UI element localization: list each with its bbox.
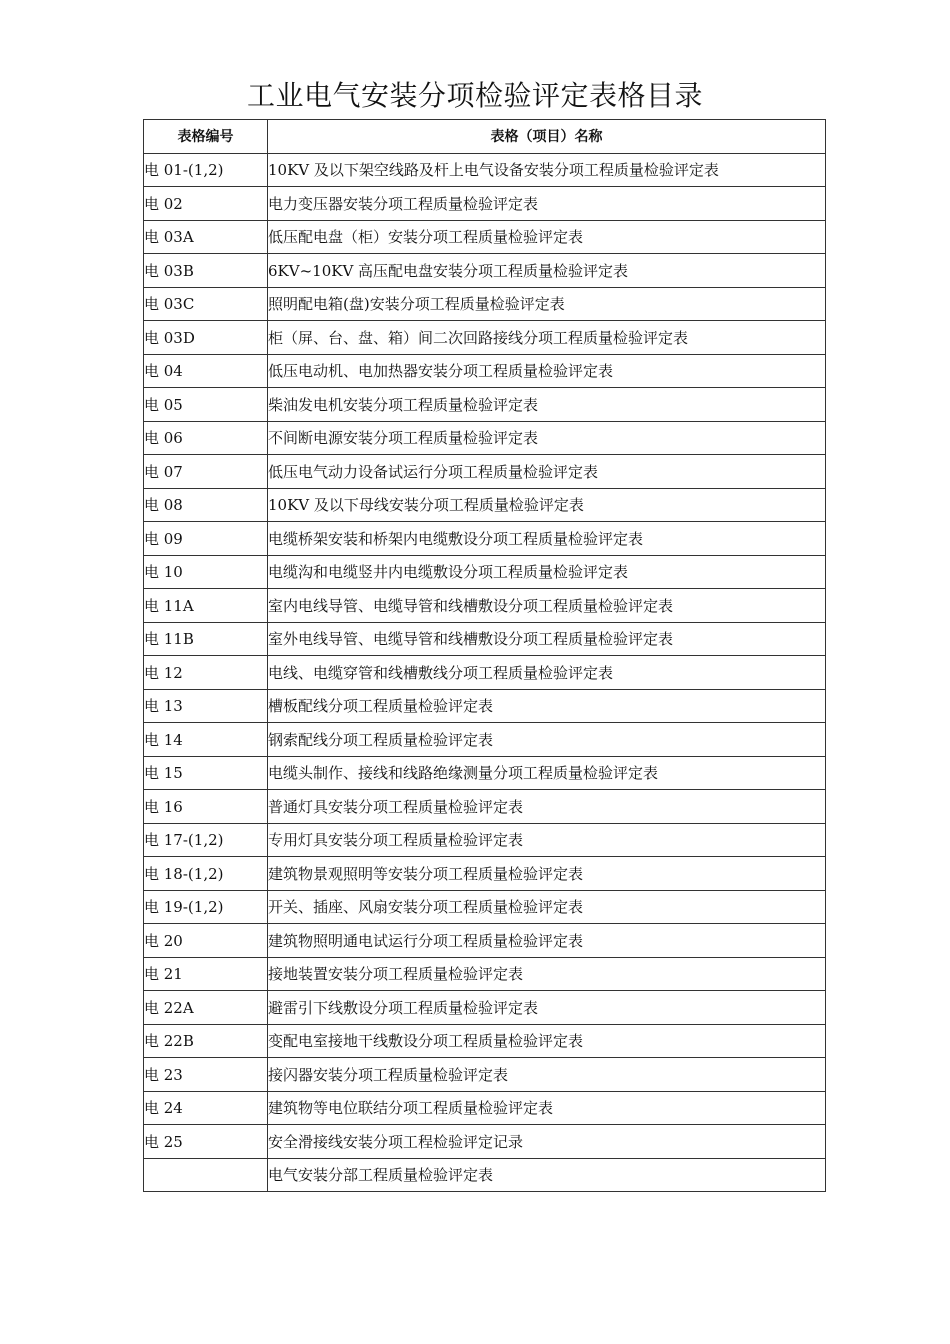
- table-row: [144, 589, 826, 623]
- table-row: [144, 354, 826, 388]
- form-code: [144, 1158, 268, 1192]
- table-row: [144, 1024, 826, 1058]
- table-row: [144, 924, 826, 958]
- form-code: 电 08: [144, 488, 268, 522]
- table-body: [144, 153, 826, 1192]
- form-code: 电 02: [144, 187, 268, 221]
- form-code: 电 03C: [144, 287, 268, 321]
- form-name: 低压电气动力设备试运行分项工程质量检验评定表: [268, 455, 826, 489]
- form-code: 电 10: [144, 555, 268, 589]
- form-code: 电 18-(1,2): [144, 857, 268, 891]
- table-row: [144, 187, 826, 221]
- table-row: [144, 421, 826, 455]
- form-name: 柴油发电机安装分项工程质量检验评定表: [268, 388, 826, 422]
- form-code: 电 01-(1,2): [144, 153, 268, 187]
- table-row: [144, 991, 826, 1025]
- table-row: [144, 522, 826, 556]
- form-code: 电 22B: [144, 1024, 268, 1058]
- table-header-row: [144, 120, 826, 154]
- table-row: [144, 656, 826, 690]
- header-form-code: 表格编号: [144, 120, 268, 154]
- form-name: 开关、插座、风扇安装分项工程质量检验评定表: [268, 890, 826, 924]
- form-code: 电 17-(1,2): [144, 823, 268, 857]
- form-name: 建筑物景观照明等安装分项工程质量检验评定表: [268, 857, 826, 891]
- table-row: [144, 723, 826, 757]
- catalog-table: [143, 119, 826, 1192]
- form-name: 接闪器安装分项工程质量检验评定表: [268, 1058, 826, 1092]
- form-code: 电 12: [144, 656, 268, 690]
- table-row: [144, 153, 826, 187]
- form-code: 电 09: [144, 522, 268, 556]
- form-code: 电 25: [144, 1125, 268, 1159]
- table-row: [144, 388, 826, 422]
- form-name: 普通灯具安装分项工程质量检验评定表: [268, 790, 826, 824]
- table-row: [144, 890, 826, 924]
- form-name: 柜（屏、台、盘、箱）间二次回路接线分项工程质量检验评定表: [268, 321, 826, 355]
- table-row: [144, 689, 826, 723]
- form-code: 电 11A: [144, 589, 268, 623]
- form-name: 建筑物等电位联结分项工程质量检验评定表: [268, 1091, 826, 1125]
- form-code: 电 22A: [144, 991, 268, 1025]
- page-title: 工业电气安装分项检验评定表格目录: [246, 79, 703, 112]
- form-code: 电 11B: [144, 622, 268, 656]
- form-name: 电缆头制作、接线和线路绝缘测量分项工程质量检验评定表: [268, 756, 826, 790]
- form-code: 电 14: [144, 723, 268, 757]
- table-row: [144, 455, 826, 489]
- form-name: 10KV 及以下母线安装分项工程质量检验评定表: [268, 488, 826, 522]
- form-name: 电缆沟和电缆竖井内电缆敷设分项工程质量检验评定表: [268, 555, 826, 589]
- form-name: 钢索配线分项工程质量检验评定表: [268, 723, 826, 757]
- form-name: 10KV 及以下架空线路及杆上电气设备安装分项工程质量检验评定表: [268, 153, 826, 187]
- header-form-name: 表格（项目）名称: [268, 120, 826, 154]
- form-code: 电 24: [144, 1091, 268, 1125]
- form-name: 电缆桥架安装和桥架内电缆敷设分项工程质量检验评定表: [268, 522, 826, 556]
- form-code: 电 15: [144, 756, 268, 790]
- form-name: 专用灯具安装分项工程质量检验评定表: [268, 823, 826, 857]
- form-name: 电线、电缆穿管和线槽敷线分项工程质量检验评定表: [268, 656, 826, 690]
- form-name: 变配电室接地干线敷设分项工程质量检验评定表: [268, 1024, 826, 1058]
- table-row: [144, 555, 826, 589]
- form-name: 6KV~10KV 高压配电盘安装分项工程质量检验评定表: [268, 254, 826, 288]
- form-code: 电 13: [144, 689, 268, 723]
- form-name: 安全滑接线安装分项工程检验评定记录: [268, 1125, 826, 1159]
- form-name: 避雷引下线敷设分项工程质量检验评定表: [268, 991, 826, 1025]
- table-row: [144, 1125, 826, 1159]
- form-code: 电 19-(1,2): [144, 890, 268, 924]
- form-name: 接地装置安装分项工程质量检验评定表: [268, 957, 826, 991]
- form-name: 电力变压器安装分项工程质量检验评定表: [268, 187, 826, 221]
- table-row: [144, 790, 826, 824]
- form-name: 槽板配线分项工程质量检验评定表: [268, 689, 826, 723]
- form-code: 电 06: [144, 421, 268, 455]
- form-code: 电 21: [144, 957, 268, 991]
- table-row: [144, 957, 826, 991]
- table-row: [144, 254, 826, 288]
- form-name: 低压电动机、电加热器安装分项工程质量检验评定表: [268, 354, 826, 388]
- form-code: 电 04: [144, 354, 268, 388]
- form-name: 低压配电盘（柜）安装分项工程质量检验评定表: [268, 220, 826, 254]
- form-code: 电 16: [144, 790, 268, 824]
- table-row: [144, 287, 826, 321]
- table-row: [144, 1091, 826, 1125]
- form-code: 电 03D: [144, 321, 268, 355]
- form-code: 电 23: [144, 1058, 268, 1092]
- form-code: 电 20: [144, 924, 268, 958]
- table-row: [144, 488, 826, 522]
- form-name: 建筑物照明通电试运行分项工程质量检验评定表: [268, 924, 826, 958]
- form-name: 不间断电源安装分项工程质量检验评定表: [268, 421, 826, 455]
- form-name: 电气安装分部工程质量检验评定表: [268, 1158, 826, 1192]
- form-name: 室外电线导管、电缆导管和线槽敷设分项工程质量检验评定表: [268, 622, 826, 656]
- form-code: 电 03A: [144, 220, 268, 254]
- form-code: 电 05: [144, 388, 268, 422]
- table-row: [144, 1058, 826, 1092]
- table-row: [144, 321, 826, 355]
- table-row: [144, 220, 826, 254]
- table-row: [144, 857, 826, 891]
- form-name: 室内电线导管、电缆导管和线槽敷设分项工程质量检验评定表: [268, 589, 826, 623]
- form-code: 电 03B: [144, 254, 268, 288]
- form-code: 电 07: [144, 455, 268, 489]
- form-name: 照明配电箱(盘)安装分项工程质量检验评定表: [268, 287, 826, 321]
- table-row: [144, 622, 826, 656]
- table-row: [144, 823, 826, 857]
- table-row: [144, 756, 826, 790]
- table-row: [144, 1158, 826, 1192]
